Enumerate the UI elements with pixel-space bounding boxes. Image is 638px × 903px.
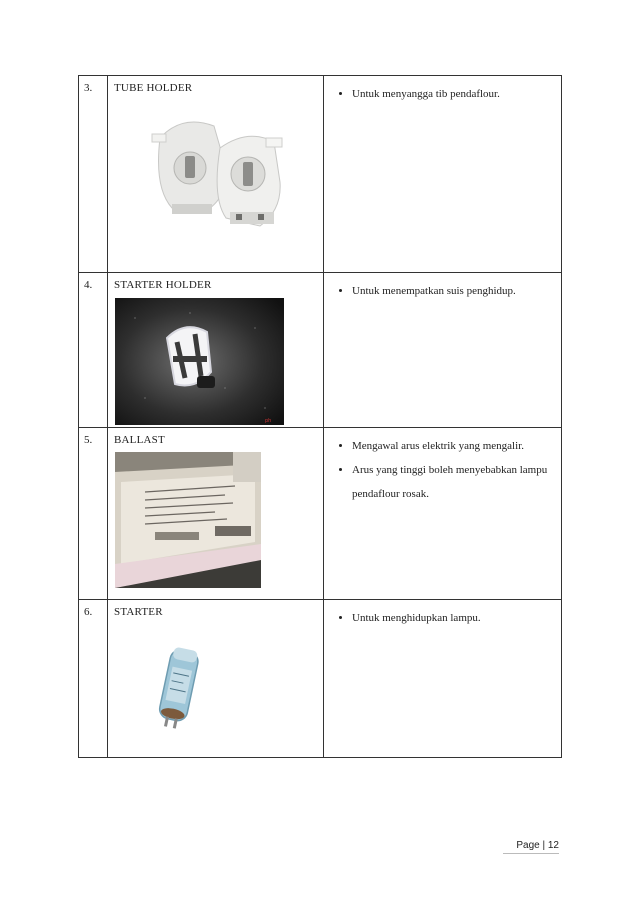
description-list — [324, 606, 561, 630]
description-list — [324, 279, 561, 303]
table-row — [79, 600, 562, 758]
item-cell — [108, 76, 324, 273]
description-bullet: • Untuk menghidupkan lampu. — [352, 606, 557, 630]
description-cell — [324, 600, 562, 758]
description-list — [324, 434, 561, 506]
ballast-image — [115, 452, 261, 588]
starter-holder-image — [115, 298, 284, 425]
row-number-cell — [79, 428, 108, 600]
table-row — [79, 273, 562, 428]
row-number-cell — [79, 273, 108, 428]
row-number-cell — [79, 76, 108, 273]
starter-image — [152, 644, 202, 734]
svg-text:ph: ph — [265, 418, 272, 424]
description-bullet: • Untuk menyangga tib pendaflour. — [352, 82, 557, 106]
table-row — [79, 76, 562, 273]
description-bullet: • Arus yang tinggi boleh menyebabkan lampu pendaflour rosak. — [352, 458, 557, 506]
row-number: 6. — [84, 606, 93, 618]
row-number: 4. — [84, 279, 93, 291]
description-list — [324, 82, 561, 106]
item-cell — [108, 600, 324, 758]
item-cell — [108, 273, 324, 428]
description-bullet: • Mengawal arus elektrik yang mengalir. — [352, 434, 557, 458]
description-cell — [324, 428, 562, 600]
description-cell — [324, 273, 562, 428]
table-row — [79, 428, 562, 600]
item-cell — [108, 428, 324, 600]
page-number: Page | 12 — [516, 840, 559, 851]
footer-divider — [503, 853, 559, 854]
components-table — [78, 75, 562, 758]
description-bullet: • Untuk menempatkan suis penghidup. — [352, 279, 557, 303]
item-name: STARTER HOLDER — [114, 279, 212, 291]
item-name: STARTER — [114, 606, 163, 618]
row-number-cell — [79, 600, 108, 758]
description-cell — [324, 76, 562, 273]
item-name: BALLAST — [114, 434, 165, 446]
row-number: 3. — [84, 82, 93, 94]
item-name: TUBE HOLDER — [114, 82, 193, 94]
row-number: 5. — [84, 434, 93, 446]
tube-holder-image — [142, 108, 292, 238]
